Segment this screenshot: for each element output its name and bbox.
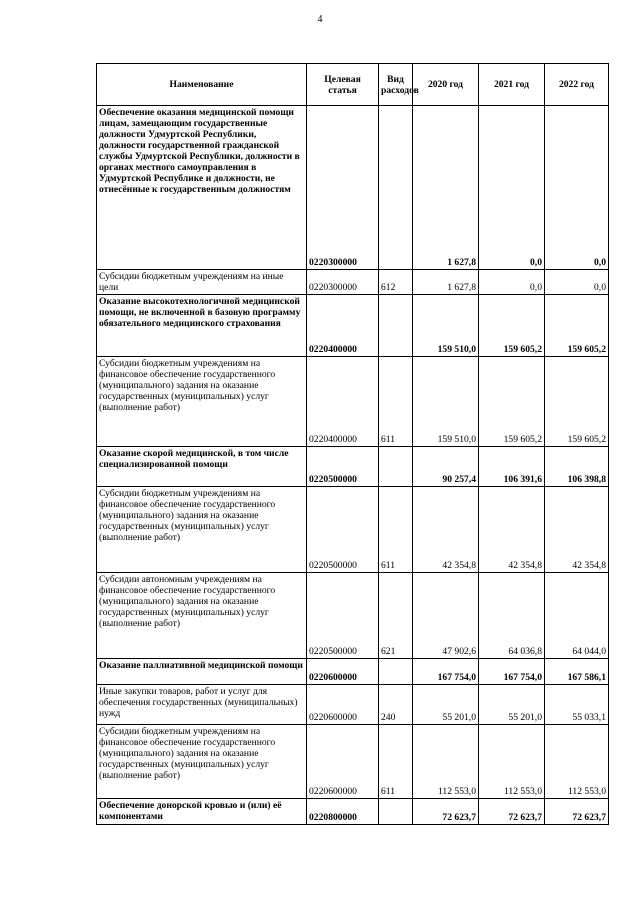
table-row: [97, 487, 609, 573]
row-expense-type: [379, 447, 413, 487]
row-name: Субсидии бюджетным учреждениям на финансовое обеспечение государственного (муниципального) задания на оказание государственных (муниципальных) услуг (выполнение работ): [97, 725, 307, 799]
row-value-2020: 159 510,0: [413, 295, 479, 357]
row-value-2021: 64 036,8: [479, 573, 545, 659]
row-target-article: 0220300000: [307, 270, 379, 295]
row-value-2020: 159 510,0: [413, 357, 479, 447]
header-2021: 2021 год: [479, 64, 545, 106]
row-name: Субсидии автономным учреждениям на финансовое обеспечение государственного (муниципального) задания на оказание государственных (муниципальных) услуг (выполнение работ): [97, 573, 307, 659]
row-name: Оказание паллиативной медицинской помощи: [97, 659, 307, 685]
table-row: [97, 659, 609, 685]
row-expense-type: 612: [379, 270, 413, 295]
row-value-2022: 0,0: [545, 106, 609, 270]
row-value-2020: 112 553,0: [413, 725, 479, 799]
row-value-2020: 167 754,0: [413, 659, 479, 685]
row-value-2021: 0,0: [479, 270, 545, 295]
row-value-2021: 55 201,0: [479, 685, 545, 725]
header-name: Наименование: [97, 64, 307, 106]
row-value-2022: 64 044,0: [545, 573, 609, 659]
row-value-2022: 72 623,7: [545, 799, 609, 825]
row-target-article: 0220800000: [307, 799, 379, 825]
header-expense-type: Вид расходов: [379, 64, 413, 106]
row-name: Субсидии бюджетным учреждениям на финансовое обеспечение государственного (муниципального) задания на оказание государственных (муниципальных) услуг (выполнение работ): [97, 487, 307, 573]
row-expense-type: [379, 106, 413, 270]
table-row: [97, 270, 609, 295]
row-value-2020: 72 623,7: [413, 799, 479, 825]
row-value-2022: 159 605,2: [545, 295, 609, 357]
row-name: Субсидии бюджетным учреждениям на финансовое обеспечение государственного (муниципального) задания на оказание государственных (муниципальных) услуг (выполнение работ): [97, 357, 307, 447]
row-expense-type: 621: [379, 573, 413, 659]
row-expense-type: 611: [379, 487, 413, 573]
row-value-2020: 42 354,8: [413, 487, 479, 573]
table-row: [97, 799, 609, 825]
row-value-2020: 90 257,4: [413, 447, 479, 487]
row-value-2020: 1 627,8: [413, 106, 479, 270]
row-expense-type: 611: [379, 357, 413, 447]
row-value-2022: 159 605,2: [545, 357, 609, 447]
row-value-2020: 55 201,0: [413, 685, 479, 725]
row-expense-type: [379, 799, 413, 825]
row-value-2021: 0,0: [479, 106, 545, 270]
header-2020: 2020 год: [413, 64, 479, 106]
row-expense-type: 240: [379, 685, 413, 725]
row-target-article: 0220300000: [307, 106, 379, 270]
row-target-article: 0220400000: [307, 295, 379, 357]
row-target-article: 0220600000: [307, 725, 379, 799]
table-row: [97, 447, 609, 487]
row-value-2021: 72 623,7: [479, 799, 545, 825]
row-target-article: 0220500000: [307, 447, 379, 487]
table-header-row: [97, 64, 609, 106]
row-name: Обеспечение донорской кровью и (или) её компонентами: [97, 799, 307, 825]
row-value-2022: 167 586,1: [545, 659, 609, 685]
header-2022: 2022 год: [545, 64, 609, 106]
row-value-2021: 159 605,2: [479, 295, 545, 357]
row-expense-type: [379, 659, 413, 685]
row-value-2020: 47 902,6: [413, 573, 479, 659]
row-value-2022: 0,0: [545, 270, 609, 295]
row-value-2021: 112 553,0: [479, 725, 545, 799]
table-row: [97, 106, 609, 270]
table-row: [97, 573, 609, 659]
row-value-2021: 159 605,2: [479, 357, 545, 447]
table-row: [97, 685, 609, 725]
row-name: Оказание скорой медицинской, в том числе специализированной помощи: [97, 447, 307, 487]
row-value-2022: 112 553,0: [545, 725, 609, 799]
row-name: Оказание высокотехнологичной медицинской помощи, не включенной в базовую программу обязательного медицинского страхования: [97, 295, 307, 357]
row-value-2020: 1 627,8: [413, 270, 479, 295]
row-expense-type: [379, 295, 413, 357]
row-value-2021: 106 391,6: [479, 447, 545, 487]
row-target-article: 0220500000: [307, 487, 379, 573]
header-target-article: Целевая статья: [307, 64, 379, 106]
page-number: 4: [317, 14, 323, 25]
row-expense-type: 611: [379, 725, 413, 799]
row-value-2022: 106 398,8: [545, 447, 609, 487]
table-row: [97, 295, 609, 357]
row-name: Субсидии бюджетным учреждениям на иные цели: [97, 270, 307, 295]
row-value-2022: 42 354,8: [545, 487, 609, 573]
table-row: [97, 725, 609, 799]
row-value-2021: 42 354,8: [479, 487, 545, 573]
table-row: [97, 357, 609, 447]
row-target-article: 0220600000: [307, 659, 379, 685]
row-target-article: 0220400000: [307, 357, 379, 447]
row-value-2022: 55 033,1: [545, 685, 609, 725]
row-name: Обеспечение оказания медицинской помощи лицам, замещающим государственные должности Удмуртской Республики, должности государственной гражданской службы Удмуртской Республики, должности в органах местного самоуправления в Удмуртской Республике и должности, не отнесённые к государственным должностям: [97, 106, 307, 270]
row-target-article: 0220600000: [307, 685, 379, 725]
budget-table: [96, 63, 609, 825]
row-name: Иные закупки товаров, работ и услуг для обеспечения государственных (муниципальных) нужд: [97, 685, 307, 725]
row-target-article: 0220500000: [307, 573, 379, 659]
row-value-2021: 167 754,0: [479, 659, 545, 685]
